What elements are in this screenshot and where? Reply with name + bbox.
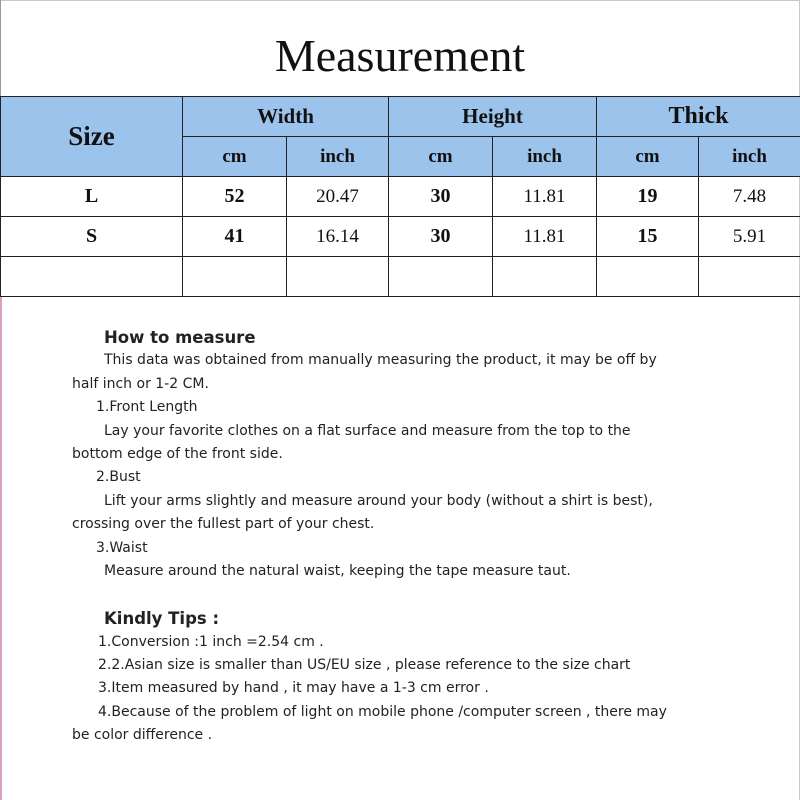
table-cell: 52 bbox=[183, 177, 287, 217]
unit-header: inch bbox=[287, 137, 389, 177]
table-cell: 20.47 bbox=[287, 177, 389, 217]
unit-header: cm bbox=[597, 137, 699, 177]
tip-line: 2.2.Asian size is smaller than US/EU size , please reference to the size chart bbox=[98, 657, 631, 674]
table-row bbox=[1, 217, 800, 257]
table-row-empty bbox=[1, 257, 800, 297]
unit-header: cm bbox=[389, 137, 493, 177]
notes-line: crossing over the fullest part of your chest. bbox=[72, 516, 375, 533]
frame-top-border bbox=[0, 0, 800, 1]
height-header: Height bbox=[389, 97, 597, 137]
table-cell: 15 bbox=[597, 217, 699, 257]
accent-line bbox=[0, 296, 2, 800]
notes-line: Measure around the natural waist, keeping the tape measure taut. bbox=[104, 562, 571, 579]
thick-header: Thick bbox=[597, 97, 800, 137]
notes-line: half inch or 1-2 CM. bbox=[72, 375, 209, 392]
table-header-row bbox=[1, 97, 800, 137]
table-cell: 16.14 bbox=[287, 217, 389, 257]
unit-header: cm bbox=[183, 137, 287, 177]
tip-line: 1.Conversion :1 inch =2.54 cm . bbox=[98, 633, 324, 650]
tips-heading: Kindly Tips : bbox=[104, 609, 220, 629]
empty-cell bbox=[1, 257, 183, 297]
measure-notes bbox=[72, 326, 772, 748]
unit-header: inch bbox=[699, 137, 800, 177]
notes-subtitle: 1.Front Length bbox=[96, 399, 198, 416]
notes-gap bbox=[72, 583, 772, 607]
unit-header: inch bbox=[493, 137, 597, 177]
empty-cell bbox=[389, 257, 493, 297]
notes-subtitle: 3.Waist bbox=[96, 539, 148, 556]
table-cell: 41 bbox=[183, 217, 287, 257]
row-size-label: L bbox=[1, 177, 183, 217]
size-table bbox=[0, 96, 800, 297]
table-cell: 30 bbox=[389, 217, 493, 257]
table-cell: 7.48 bbox=[699, 177, 800, 217]
size-column-header: Size bbox=[1, 97, 183, 177]
page-title: Measurement bbox=[274, 30, 526, 81]
empty-cell bbox=[287, 257, 389, 297]
empty-cell bbox=[493, 257, 597, 297]
table-cell: 11.81 bbox=[493, 177, 597, 217]
table-cell: 30 bbox=[389, 177, 493, 217]
notes-line: Lay your favorite clothes on a flat surface and measure from the top to the bbox=[104, 422, 631, 439]
notes-line: bottom edge of the front side. bbox=[72, 445, 283, 462]
table-cell: 5.91 bbox=[699, 217, 800, 257]
row-size-label: S bbox=[1, 217, 183, 257]
table-cell: 19 bbox=[597, 177, 699, 217]
tip-line: 3.Item measured by hand , it may have a 1-3 cm error . bbox=[98, 680, 489, 697]
table-cell: 11.81 bbox=[493, 217, 597, 257]
how-to-heading: How to measure bbox=[104, 328, 256, 347]
table-row bbox=[1, 177, 800, 217]
empty-cell bbox=[597, 257, 699, 297]
tip-line: 4.Because of the problem of light on mobile phone /computer screen , there may bbox=[98, 703, 667, 720]
notes-line: This data was obtained from manually measuring the product, it may be off by bbox=[104, 352, 657, 369]
empty-cell bbox=[183, 257, 287, 297]
tip-line: be color difference . bbox=[72, 727, 213, 744]
width-header: Width bbox=[183, 97, 389, 137]
notes-line: Lift your arms slightly and measure around your body (without a shirt is best), bbox=[104, 492, 653, 509]
notes-subtitle: 2.Bust bbox=[96, 469, 141, 486]
empty-cell bbox=[699, 257, 800, 297]
